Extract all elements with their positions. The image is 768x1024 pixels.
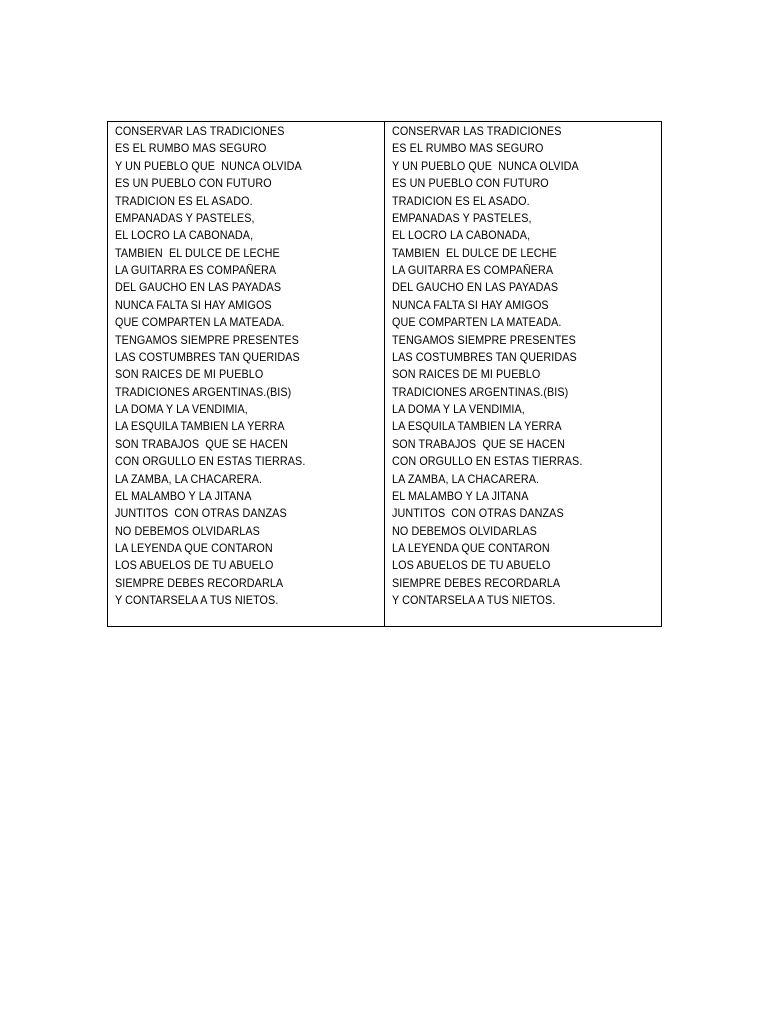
lyric-line: TAMBIEN EL DULCE DE LECHE bbox=[115, 246, 280, 260]
lyric-line: LOS ABUELOS DE TU ABUELO bbox=[115, 559, 274, 573]
lyric-line: EMPANADAS Y PASTELES, bbox=[115, 211, 255, 225]
lyric-line: ES UN PUEBLO CON FUTURO bbox=[115, 177, 272, 191]
lyric-line: CONSERVAR LAS TRADICIONES bbox=[115, 125, 285, 138]
lyric-line: LA DOMA Y LA VENDIMIA, bbox=[115, 403, 248, 416]
lyric-line: SON RAICES DE MI PUEBLO bbox=[115, 368, 264, 382]
lyric-line: NUNCA FALTA SI HAY AMIGOS bbox=[391, 298, 549, 312]
lyric-line: LA ZAMBA, LA CHACARERA. bbox=[115, 472, 263, 486]
lyric-line: LA ESQUILA TAMBIEN LA YERRA bbox=[115, 420, 285, 434]
lyric-line: LAS COSTUMBRES TAN QUERIDAS bbox=[391, 350, 577, 364]
lyric-line: TRADICION ES EL ASADO. bbox=[115, 194, 253, 208]
lyric-line: Y CONTARSELA A TUS NIETOS. bbox=[115, 594, 279, 608]
lyric-line: LA DOMA Y LA VENDIMIA, bbox=[391, 403, 525, 416]
lyric-line: LAS COSTUMBRES TAN QUERIDAS bbox=[115, 350, 300, 364]
lyric-line: DEL GAUCHO EN LAS PAYADAS bbox=[391, 281, 558, 295]
lyric-line: Y CONTARSELA A TUS NIETOS. bbox=[391, 594, 555, 608]
lyric-line: ES EL RUMBO MAS SEGURO bbox=[391, 142, 543, 156]
lyric-line: QUE COMPARTEN LA MATEADA. bbox=[115, 316, 285, 330]
lyric-line: LOS ABUELOS DE TU ABUELO bbox=[391, 559, 550, 573]
lyric-line: TRADICIONES ARGENTINAS.(BIS) bbox=[391, 385, 568, 399]
lyric-line: TRADICION ES EL ASADO. bbox=[391, 194, 530, 208]
lyric-line: SON TRABAJOS QUE SE HACEN bbox=[391, 437, 565, 451]
lyric-line: LA GUITARRA ES COMPAÑERA bbox=[391, 264, 553, 277]
lyric-line: TENGAMOS SIEMPRE PRESENTES bbox=[115, 333, 299, 347]
lyric-line: LA GUITARRA ES COMPAÑERA bbox=[115, 264, 277, 277]
lyric-line: QUE COMPARTEN LA MATEADA. bbox=[391, 316, 561, 330]
lyric-line: NO DEBEMOS OLVIDARLAS bbox=[391, 524, 537, 538]
lyric-line: TENGAMOS SIEMPRE PRESENTES bbox=[391, 333, 576, 347]
lyric-line: NUNCA FALTA SI HAY AMIGOS bbox=[115, 298, 272, 312]
lyric-line: EL LOCRO LA CABONADA, bbox=[115, 229, 254, 243]
lyric-line: SON RAICES DE MI PUEBLO bbox=[391, 368, 540, 382]
lyric-line: TAMBIEN EL DULCE DE LECHE bbox=[391, 246, 557, 260]
lyric-line: LA ESQUILA TAMBIEN LA YERRA bbox=[391, 420, 562, 434]
lyric-line: LA LEYENDA QUE CONTARON bbox=[115, 542, 273, 555]
lyric-line: EL MALAMBO Y LA JITANA bbox=[391, 489, 528, 503]
lyric-line: CON ORGULLO EN ESTAS TIERRAS. bbox=[115, 455, 306, 469]
lyric-line: DEL GAUCHO EN LAS PAYADAS bbox=[115, 281, 282, 295]
lyric-line: Y UN PUEBLO QUE NUNCA OLVIDA bbox=[115, 159, 302, 173]
lyric-line: SON TRABAJOS QUE SE HACEN bbox=[115, 437, 288, 451]
lyric-line: SIEMPRE DEBES RECORDARLA bbox=[391, 576, 560, 590]
lyric-line: JUNTITOS CON OTRAS DANZAS bbox=[115, 507, 287, 521]
lyric-line: EMPANADAS Y PASTELES, bbox=[391, 211, 532, 225]
lyrics-table bbox=[107, 121, 662, 627]
lyrics-column-right bbox=[385, 122, 662, 626]
lyric-line: LA LEYENDA QUE CONTARON bbox=[391, 542, 550, 555]
lyric-line: EL LOCRO LA CABONADA, bbox=[391, 229, 530, 243]
lyric-line: CON ORGULLO EN ESTAS TIERRAS. bbox=[391, 455, 582, 469]
lyric-line: SIEMPRE DEBES RECORDARLA bbox=[115, 576, 284, 590]
lyric-line: JUNTITOS CON OTRAS DANZAS bbox=[391, 507, 564, 521]
lyric-line: EL MALAMBO Y LA JITANA bbox=[115, 489, 252, 503]
lyric-line: TRADICIONES ARGENTINAS.(BIS) bbox=[115, 385, 292, 399]
lyric-line: Y UN PUEBLO QUE NUNCA OLVIDA bbox=[391, 159, 579, 173]
lyric-line: ES UN PUEBLO CON FUTURO bbox=[391, 177, 549, 191]
lyric-line: ES EL RUMBO MAS SEGURO bbox=[115, 142, 267, 156]
lyric-line: NO DEBEMOS OLVIDARLAS bbox=[115, 524, 260, 538]
lyric-line: CONSERVAR LAS TRADICIONES bbox=[391, 125, 561, 138]
lyrics-column-left bbox=[108, 122, 385, 626]
lyric-line: LA ZAMBA, LA CHACARERA. bbox=[391, 472, 539, 486]
